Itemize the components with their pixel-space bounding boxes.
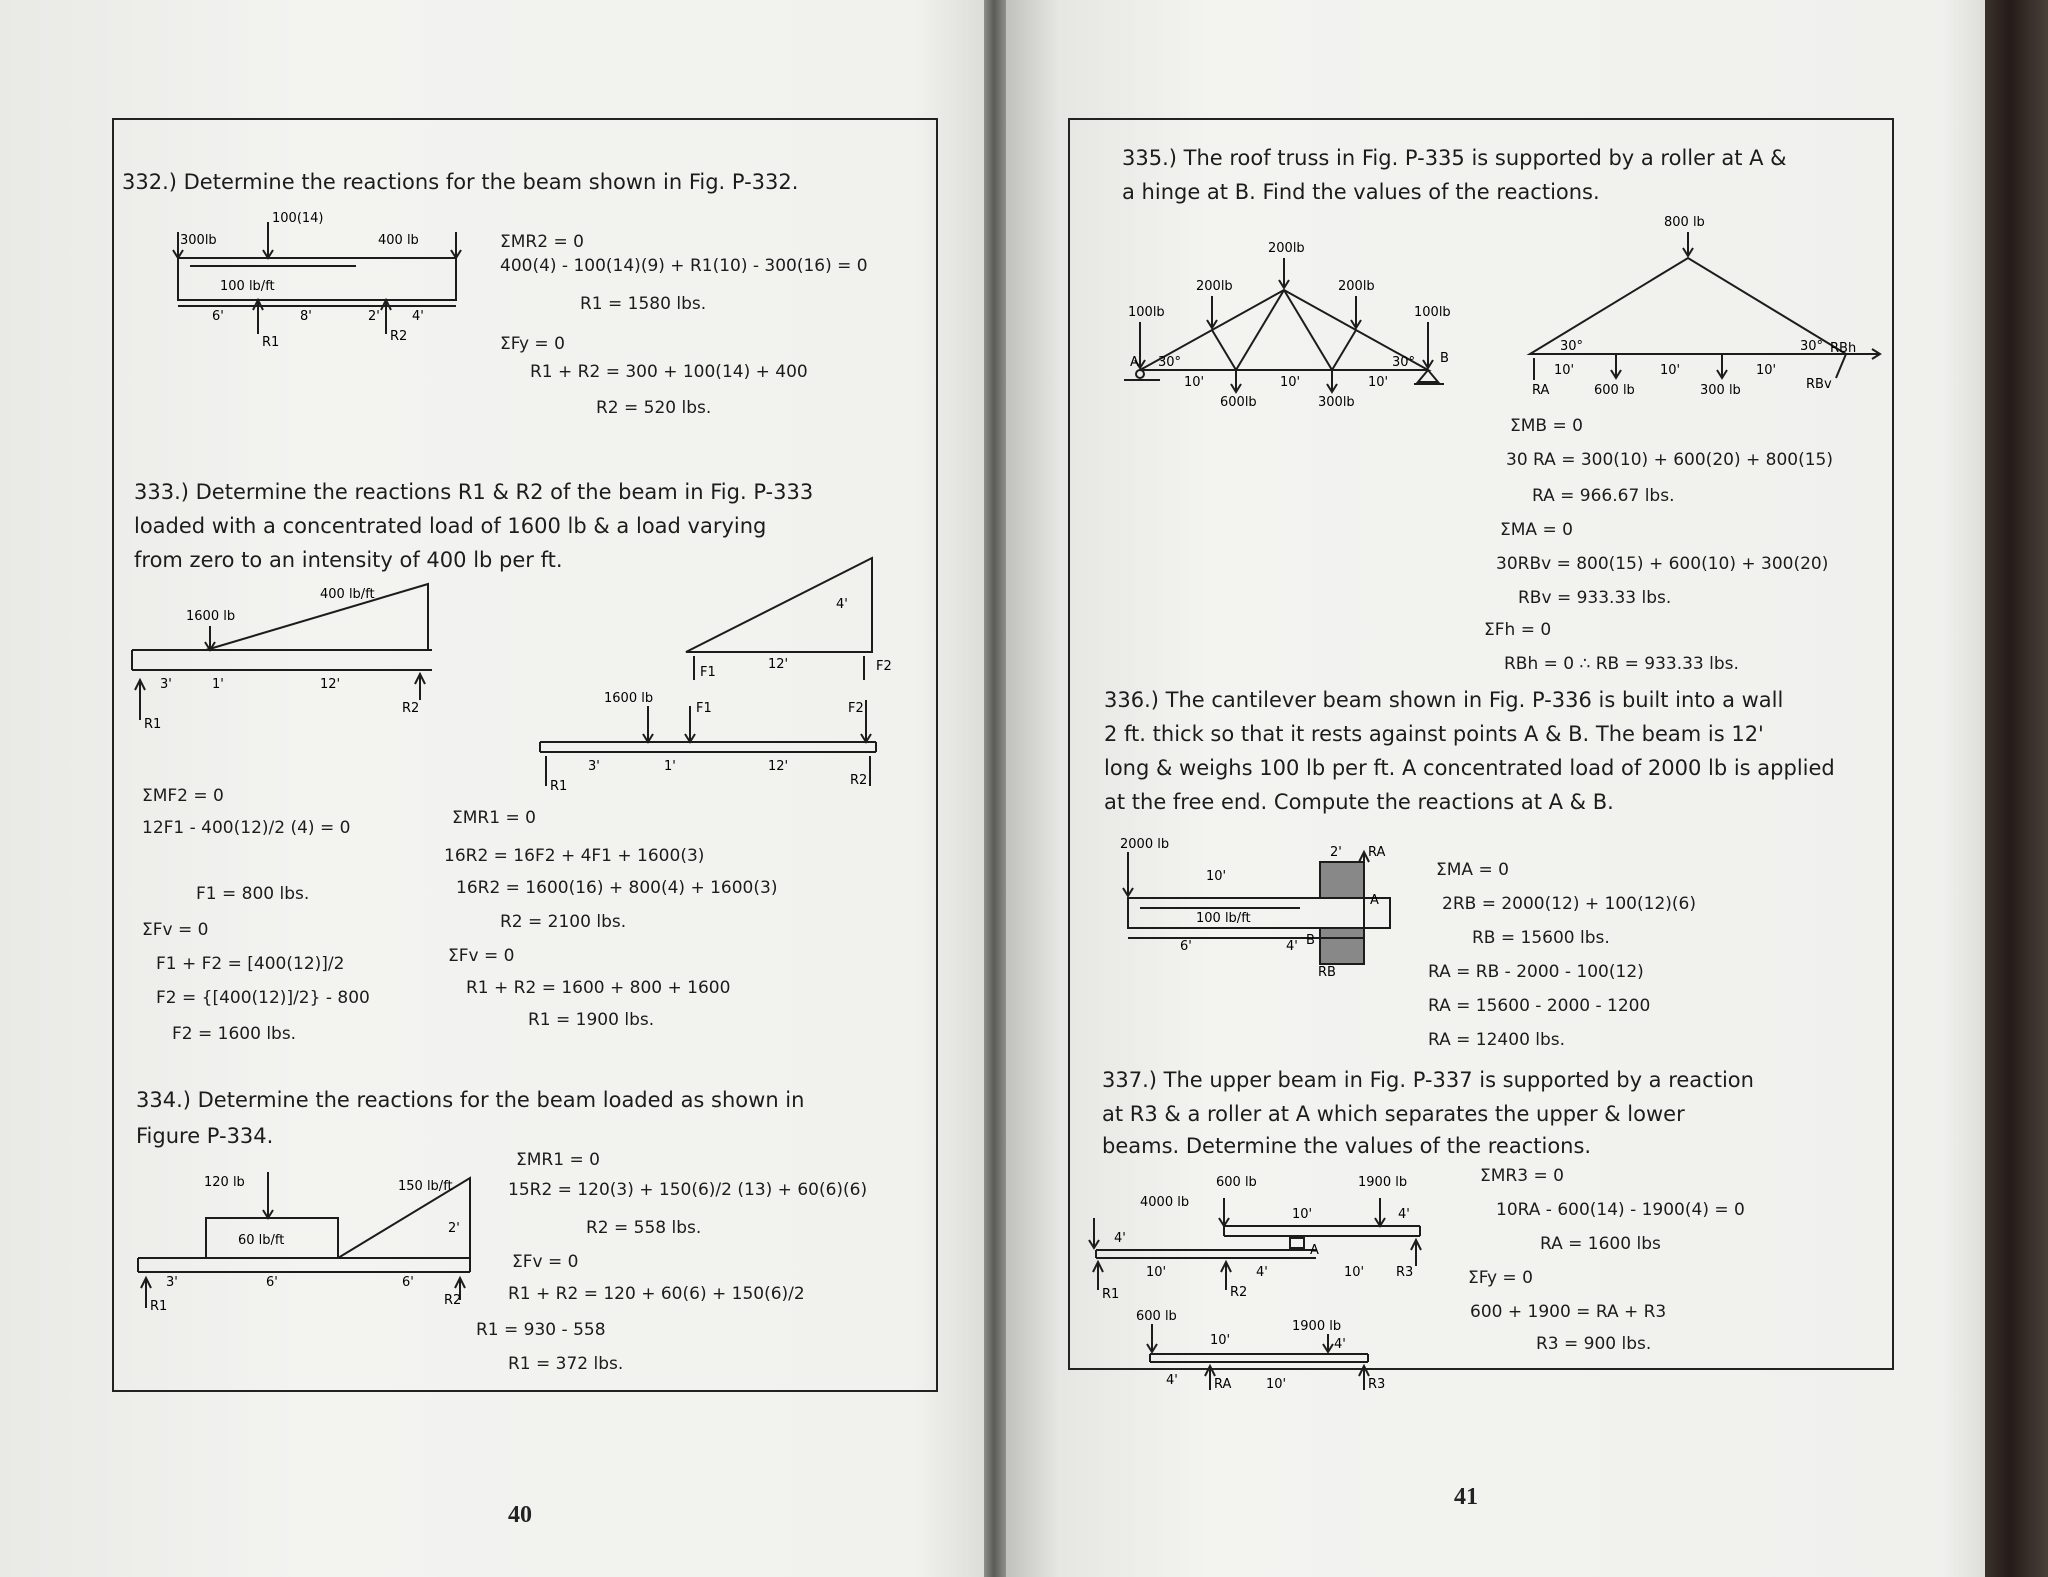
- p333-fbd-f2-lower: F2: [848, 701, 864, 716]
- p336-a: A: [1370, 893, 1379, 908]
- p335-fbd-300: 300 lb: [1700, 383, 1741, 398]
- p335-fbd-dim-2: 10': [1660, 363, 1681, 378]
- p335-fbd-dim-1: 10': [1554, 363, 1575, 378]
- p337-fbd-dim-10b: 10': [1266, 1377, 1287, 1392]
- p336-dim-2: 2': [1330, 845, 1342, 860]
- p335-eq-3: RA = 966.67 lbs.: [1532, 486, 1675, 506]
- p335-truss-dim-1: 10': [1184, 375, 1205, 390]
- p335-truss-left-200: 200lb: [1196, 279, 1233, 294]
- p333-intensity: 400 lb/ft: [320, 587, 375, 602]
- p335-truss-top-load: 200lb: [1268, 241, 1305, 256]
- p335-truss-right-100: 100lb: [1414, 305, 1451, 320]
- p335-fbd-rbv: RBv: [1806, 377, 1832, 392]
- p335-fbd-ra: RA: [1532, 383, 1550, 398]
- p337-dim-4c: 4': [1398, 1207, 1410, 1222]
- p333-left-eq-1: ΣMF2 = 0: [142, 786, 224, 806]
- p336-load-2000: 2000 lb: [1120, 837, 1170, 852]
- p333-right-eq-4: R2 = 2100 lbs.: [500, 912, 627, 932]
- p335-truss-angle-a: 30°: [1158, 355, 1182, 370]
- p334-r2: R2: [444, 1293, 462, 1308]
- p332-dim-2: 2': [368, 309, 380, 324]
- p337-dim-10b: 10': [1146, 1265, 1167, 1280]
- p333-right-eq-1: ΣMR1 = 0: [452, 808, 536, 828]
- p337-fbd-dim-4a: 4': [1166, 1373, 1178, 1388]
- p333-fbd-dim-12: 12': [768, 759, 789, 774]
- p337-fbd-600: 600 lb: [1136, 1309, 1177, 1324]
- problem-337-title-line-1: 337.) The upper beam in Fig. P-337 is supported by a reaction: [1102, 1068, 1754, 1092]
- p336-rb: RB: [1318, 965, 1336, 980]
- p333-r2: R2: [402, 701, 420, 716]
- p332-r1: R1: [262, 335, 280, 350]
- p333-dim-3: 3': [160, 677, 172, 692]
- p332-eq-2: 400(4) - 100(14)(9) + R1(10) - 300(16) = 0: [500, 256, 868, 276]
- problem-335-title-line-2: a hinge at B. Find the values of the reactions.: [1122, 180, 1600, 204]
- page-number-left: 40: [508, 1502, 532, 1528]
- p332-distributed-load: 100 lb/ft: [220, 279, 275, 294]
- p334-eq-3: R2 = 558 lbs.: [586, 1218, 702, 1238]
- p332-load-300: 300lb: [180, 233, 217, 248]
- p337-a: A: [1310, 1243, 1319, 1258]
- p335-truss-dim-2: 10': [1280, 375, 1301, 390]
- p332-eq-3: R1 = 1580 lbs.: [580, 294, 707, 314]
- p335-truss-bottom-600: 600lb: [1220, 395, 1257, 410]
- p333-fbd-f2: F2: [876, 659, 892, 674]
- p336-eq-5: RA = 15600 - 2000 - 1200: [1428, 996, 1651, 1016]
- p332-dim-8: 8': [300, 309, 312, 324]
- p334-eq-4: ΣFv = 0: [512, 1252, 579, 1272]
- p336-distributed-load: 100 lb/ft: [1196, 911, 1251, 926]
- p335-truss-bottom-300: 300lb: [1318, 395, 1355, 410]
- p333-left-eq-5: F1 + F2 = [400(12)]/2: [156, 954, 345, 974]
- p333-right-eq-2: 16R2 = 16F2 + 4F1 + 1600(3): [444, 846, 705, 866]
- p337-dim-4b: 4': [1256, 1265, 1268, 1280]
- problem-333-title-line-2: loaded with a concentrated load of 1600 lb & a load varying: [134, 514, 767, 538]
- p332-load-400: 400 lb: [378, 233, 419, 248]
- problem-334-title-line-1: 334.) Determine the reactions for the beam loaded as shown in: [136, 1088, 805, 1112]
- p332-eq-4: ΣFy = 0: [500, 334, 565, 354]
- p337-fbd-r3: R3: [1368, 1377, 1386, 1392]
- p337-eq-3: RA = 1600 lbs: [1540, 1234, 1661, 1254]
- p337-eq-4: ΣFy = 0: [1468, 1268, 1533, 1288]
- p333-right-eq-7: R1 = 1900 lbs.: [528, 1010, 655, 1030]
- p337-load-1900: 1900 lb: [1358, 1175, 1408, 1190]
- p337-fbd-1900: 1900 lb: [1292, 1319, 1342, 1334]
- p337-dim-10c: 10': [1344, 1265, 1365, 1280]
- p335-fbd-top-load: 800 lb: [1664, 215, 1705, 230]
- p333-left-eq-2: 12F1 - 400(12)/2 (4) = 0: [142, 818, 351, 838]
- p335-truss-b: B: [1440, 351, 1449, 366]
- p333-left-eq-4: ΣFv = 0: [142, 920, 209, 940]
- p337-eq-6: R3 = 900 lbs.: [1536, 1334, 1652, 1354]
- p337-dim-4a: 4': [1114, 1231, 1126, 1246]
- p337-fbd-dim-4b: 4': [1334, 1337, 1346, 1352]
- p336-eq-1: ΣMA = 0: [1436, 860, 1509, 880]
- p333-fbd-dim-1: 1': [664, 759, 676, 774]
- p334-dim-2: 2': [448, 1221, 460, 1236]
- p335-fbd-angle-b: 30°: [1800, 339, 1824, 354]
- p335-truss-left-100: 100lb: [1128, 305, 1165, 320]
- p334-eq-5: R1 + R2 = 120 + 60(6) + 150(6)/2: [508, 1284, 805, 1304]
- p337-r1: R1: [1102, 1287, 1120, 1302]
- p333-right-eq-3: 16R2 = 1600(16) + 800(4) + 1600(3): [456, 878, 778, 898]
- p334-dim-6b: 6': [402, 1275, 414, 1290]
- p333-fbd-r1: R1: [550, 779, 568, 794]
- p333-fbd-f1-lower: F1: [696, 701, 712, 716]
- p337-r2: R2: [1230, 1285, 1248, 1300]
- p336-ra: RA: [1368, 845, 1386, 860]
- p332-eq-5: R1 + R2 = 300 + 100(14) + 400: [530, 362, 808, 382]
- p336-eq-6: RA = 12400 lbs.: [1428, 1030, 1566, 1050]
- p333-right-eq-5: ΣFv = 0: [448, 946, 515, 966]
- problem-335-title-line-1: 335.) The roof truss in Fig. P-335 is supported by a roller at A &: [1122, 146, 1787, 170]
- p333-left-eq-6: F2 = {[400(12)]/2} - 800: [156, 988, 370, 1008]
- problem-333-title-line-3: from zero to an intensity of 400 lb per ft.: [134, 548, 563, 572]
- p336-dim-6: 6': [1180, 939, 1192, 954]
- p333-right-eq-6: R1 + R2 = 1600 + 800 + 1600: [466, 978, 731, 998]
- problem-337-title-line-3: beams. Determine the values of the reactions.: [1102, 1134, 1592, 1158]
- p337-eq-5: 600 + 1900 = RA + R3: [1470, 1302, 1667, 1322]
- problem-332-title: 332.) Determine the reactions for the beam shown in Fig. P-332.: [122, 170, 799, 194]
- p333-fbd-dim-3: 3': [588, 759, 600, 774]
- p334-load-120: 120 lb: [204, 1175, 245, 1190]
- p333-fbd-f1: F1: [700, 665, 716, 680]
- p333-fbd-12: 12': [768, 657, 789, 672]
- p336-eq-2: 2RB = 2000(12) + 100(12)(6): [1442, 894, 1696, 914]
- p337-fbd-ra: RA: [1214, 1377, 1232, 1392]
- p336-b: B: [1306, 933, 1315, 948]
- p337-r3: R3: [1396, 1265, 1414, 1280]
- p332-dim-4: 4': [412, 309, 424, 324]
- p335-eq-5: 30RBv = 800(15) + 600(10) + 300(20): [1496, 554, 1829, 574]
- p334-distributed-load: 60 lb/ft: [238, 1233, 285, 1248]
- p334-eq-7: R1 = 372 lbs.: [508, 1354, 624, 1374]
- p333-fbd-r2: R2: [850, 773, 868, 788]
- problem-337-title-line-2: at R3 & a roller at A which separates the upper & lower: [1102, 1102, 1685, 1126]
- problem-336-title-line-3: long & weighs 100 lb per ft. A concentrated load of 2000 lb is applied: [1104, 756, 1835, 780]
- problem-336-title-line-1: 336.) The cantilever beam shown in Fig. P-336 is built into a wall: [1104, 688, 1784, 712]
- p335-eq-1: ΣMB = 0: [1510, 416, 1583, 436]
- p337-load-4000: 4000 lb: [1140, 1195, 1190, 1210]
- p335-truss-dim-3: 10': [1368, 375, 1389, 390]
- page-number-right: 41: [1454, 1484, 1478, 1510]
- p336-dim-10: 10': [1206, 869, 1227, 884]
- problem-336-title-line-2: 2 ft. thick so that it rests against points A & B. The beam is 12': [1104, 722, 1764, 746]
- p332-eq-1: ΣMR2 = 0: [500, 232, 584, 252]
- p335-eq-8: RBh = 0 ∴ RB = 933.33 lbs.: [1504, 654, 1739, 674]
- p334-dim-6a: 6': [266, 1275, 278, 1290]
- p334-r1: R1: [150, 1299, 168, 1314]
- p335-fbd-angle-a: 30°: [1560, 339, 1584, 354]
- p335-eq-2: 30 RA = 300(10) + 600(20) + 800(15): [1506, 450, 1833, 470]
- p337-eq-2: 10RA - 600(14) - 1900(4) = 0: [1496, 1200, 1745, 1220]
- p335-fbd-rbh: RBh: [1830, 341, 1857, 356]
- p333-left-eq-3: F1 = 800 lbs.: [196, 884, 310, 904]
- p332-dim-6: 6': [212, 309, 224, 324]
- p335-eq-4: ΣMA = 0: [1500, 520, 1573, 540]
- p334-dim-3: 3': [166, 1275, 178, 1290]
- p335-eq-7: ΣFh = 0: [1484, 620, 1552, 640]
- p333-left-eq-7: F2 = 1600 lbs.: [172, 1024, 297, 1044]
- p333-fbd-4ft: 4': [836, 597, 848, 612]
- p333-dim-12: 12': [320, 677, 341, 692]
- p333-dim-1: 1': [212, 677, 224, 692]
- p332-load-100-14: 100(14): [272, 211, 324, 226]
- p335-truss-angle-b: 30°: [1392, 355, 1416, 370]
- problem-336-title-line-4: at the free end. Compute the reactions at A & B.: [1104, 790, 1614, 814]
- p333-r1: R1: [144, 717, 162, 732]
- p332-r2: R2: [390, 329, 408, 344]
- p337-load-600: 600 lb: [1216, 1175, 1257, 1190]
- p334-triangular-load: 150 lb/ft: [398, 1179, 453, 1194]
- p336-eq-4: RA = RB - 2000 - 100(12): [1428, 962, 1644, 982]
- p335-fbd-600: 600 lb: [1594, 383, 1635, 398]
- p333-load-1600: 1600 lb: [186, 609, 236, 624]
- p336-eq-3: RB = 15600 lbs.: [1472, 928, 1610, 948]
- p335-eq-6: RBv = 933.33 lbs.: [1518, 588, 1672, 608]
- p335-truss-a: A: [1130, 355, 1139, 370]
- p333-fbd-load: 1600 lb: [604, 691, 654, 706]
- p334-eq-6: R1 = 930 - 558: [476, 1320, 606, 1340]
- p337-eq-1: ΣMR3 = 0: [1480, 1166, 1564, 1186]
- problem-333-title-line-1: 333.) Determine the reactions R1 & R2 of the beam in Fig. P-333: [134, 480, 814, 504]
- p337-fbd-dim-10: 10': [1210, 1333, 1231, 1348]
- p337-dim-10a: 10': [1292, 1207, 1313, 1222]
- p334-eq-1: ΣMR1 = 0: [516, 1150, 600, 1170]
- p334-eq-2: 15R2 = 120(3) + 150(6)/2 (13) + 60(6)(6): [508, 1180, 868, 1200]
- p335-truss-right-200: 200lb: [1338, 279, 1375, 294]
- p332-eq-6: R2 = 520 lbs.: [596, 398, 712, 418]
- p335-fbd-dim-3: 10': [1756, 363, 1777, 378]
- p336-dim-4: 4': [1286, 939, 1298, 954]
- problem-334-title-line-2: Figure P-334.: [136, 1124, 274, 1148]
